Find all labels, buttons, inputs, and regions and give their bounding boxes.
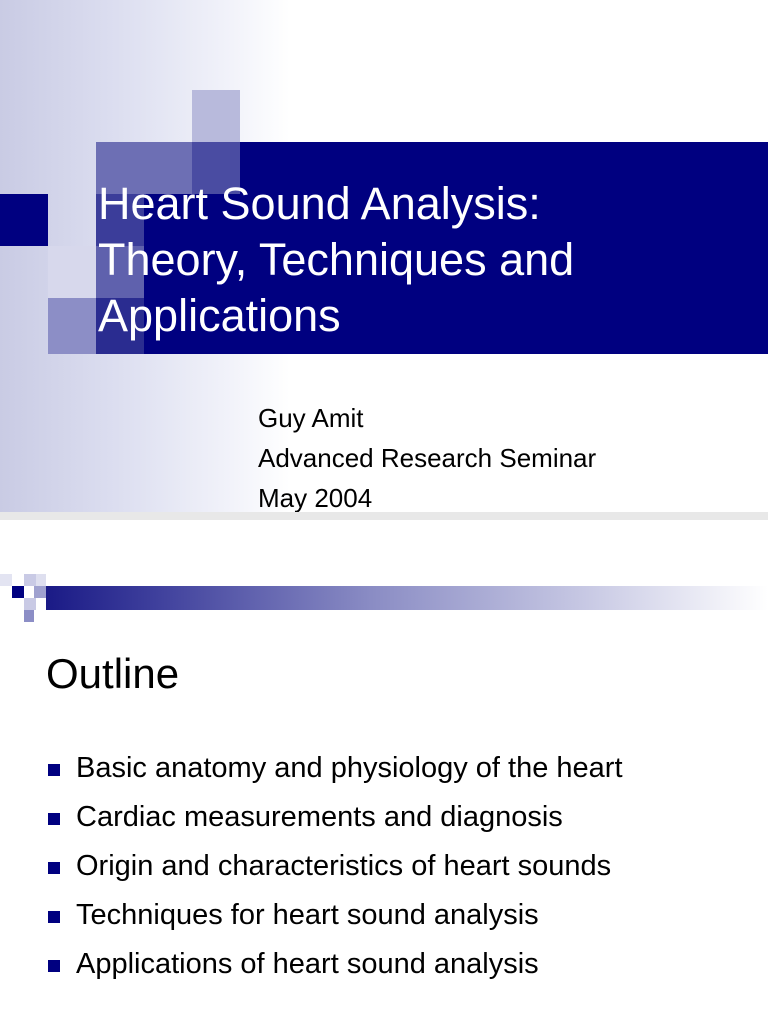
decorative-square [48,298,96,354]
square-bullet-icon [48,764,60,776]
decorative-square [0,194,48,246]
title-line: Theory, Techniques and [98,234,575,285]
outline-slide [0,520,768,1024]
decorative-square [36,574,46,586]
title-line: Applications [98,290,341,341]
decorative-square [24,574,36,586]
decorative-square [24,598,36,610]
decorative-square [48,246,96,298]
seminar-name: Advanced Research Seminar [258,443,597,473]
date: May 2004 [258,483,373,512]
slide-divider [0,512,768,520]
author-name: Guy Amit [258,403,364,433]
square-bullet-icon [48,911,60,923]
decorative-square [24,610,34,622]
slide-subtitle [258,398,596,512]
slide-heading: Outline [46,650,180,697]
decorative-square [34,586,46,598]
square-bullet-icon [48,813,60,825]
square-bullet-icon [48,862,60,874]
title-line: Heart Sound Analysis: [98,178,541,229]
list-item-text: Cardiac measurements and diagnosis [76,801,563,833]
decorative-square [12,586,24,598]
list-item-text: Applications of heart sound analysis [76,948,539,980]
list-item-text: Basic anatomy and physiology of the heart [76,752,623,784]
decorative-square [0,574,12,586]
list-item-text: Techniques for heart sound analysis [76,899,539,931]
list-item-text: Origin and characteristics of heart sounds [76,850,612,882]
decorative-square [192,90,240,142]
slide-title [98,176,758,344]
square-bullet-icon [48,960,60,972]
decorative-gradient-bar [46,586,768,610]
